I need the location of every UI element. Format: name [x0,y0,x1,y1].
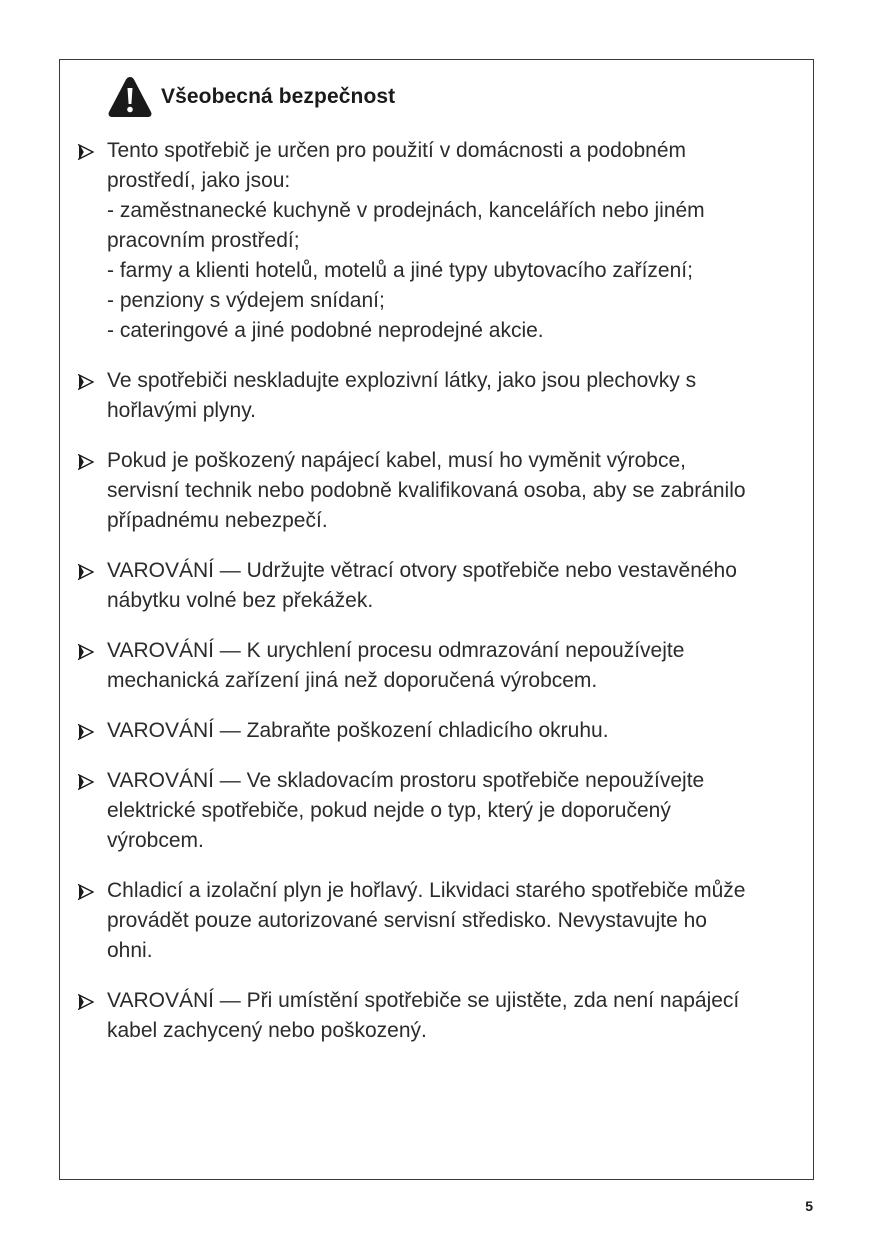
list-item-line: ohni. [107,939,153,962]
section-heading [107,74,395,120]
list-item-line: Ve spotřebiči neskladujte explozivní látky, jako jsou plechovky s [107,369,697,392]
list-item-line: nábytku volné bez překážek. [107,589,374,612]
list-item-line: provádět pouze autorizované servisní středisko. Nevystavujte ho [107,909,707,932]
arrowhead-bullet-icon [78,144,94,160]
list-item [78,876,798,966]
list-item [78,636,798,696]
list-item-line: VAROVÁNÍ — Udržujte větrací otvory spotřebiče nebo vestavěného [107,559,737,582]
list-item-line: výrobcem. [107,829,204,852]
page-number: 5 [805,1198,813,1214]
list-item-line: servisní technik nebo podobně kvalifikovaná osoba, aby se zabránilo [107,479,746,502]
section-title: Všeobecná bezpečnost [161,85,396,108]
list-item-line: VAROVÁNÍ — Ve skladovacím prostoru spotřebiče nepoužívejte [107,769,705,792]
arrowhead-bullet-icon [78,884,94,900]
list-item [78,556,798,616]
list-item-line: kabel zachycený nebo poškozený. [107,1019,427,1042]
arrowhead-bullet-icon [78,454,94,470]
list-item-line: - penziony s výdejem snídaní; [107,289,385,312]
list-item-line: Tento spotřebič je určen pro použití v domácnosti a podobném [107,139,687,162]
arrowhead-bullet-icon [78,644,94,660]
list-item-line: Chladicí a izolační plyn je hořlavý. Likvidaci starého spotřebiče může [107,879,746,902]
warning-icon [107,75,153,119]
list-item-line: VAROVÁNÍ — K urychlení procesu odmrazování nepoužívejte [107,639,685,662]
list-item [78,766,798,856]
list-item [78,366,798,426]
list-item [78,716,798,746]
list-item-line: pracovním prostředí; [107,229,300,252]
list-item-line: VAROVÁNÍ — Při umístění spotřebiče se ujistěte, zda není napájecí [107,989,740,1012]
list-item-line: - zaměstnanecké kuchyně v prodejnách, kancelářích nebo jiném [107,199,705,222]
arrowhead-bullet-icon [78,564,94,580]
list-item-line: - cateringové a jiné podobné neprodejné akcie. [107,319,544,342]
list-item [78,136,798,346]
list-item-line: VAROVÁNÍ — Zabraňte poškození chladicího okruhu. [107,719,609,742]
list-item [78,446,798,536]
list-item-line: případnému nebezpečí. [107,509,328,532]
list-item [78,986,798,1046]
arrowhead-bullet-icon [78,374,94,390]
arrowhead-bullet-icon [78,724,94,740]
arrowhead-bullet-icon [78,994,94,1010]
list-item-line: elektrické spotřebiče, pokud nejde o typ, který je doporučený [107,799,671,822]
safety-list [78,136,798,1066]
list-item-line: prostředí, jako jsou: [107,169,291,192]
list-item-line: hořlavými plyny. [107,399,256,422]
list-item-line: Pokud je poškozený napájecí kabel, musí ho vyměnit výrobce, [107,449,686,472]
list-item-line: mechanická zařízení jiná než doporučená výrobcem. [107,669,598,692]
list-item-line: - farmy a klienti hotelů, motelů a jiné typy ubytovacího zařízení; [107,259,693,282]
arrowhead-bullet-icon [78,774,94,790]
